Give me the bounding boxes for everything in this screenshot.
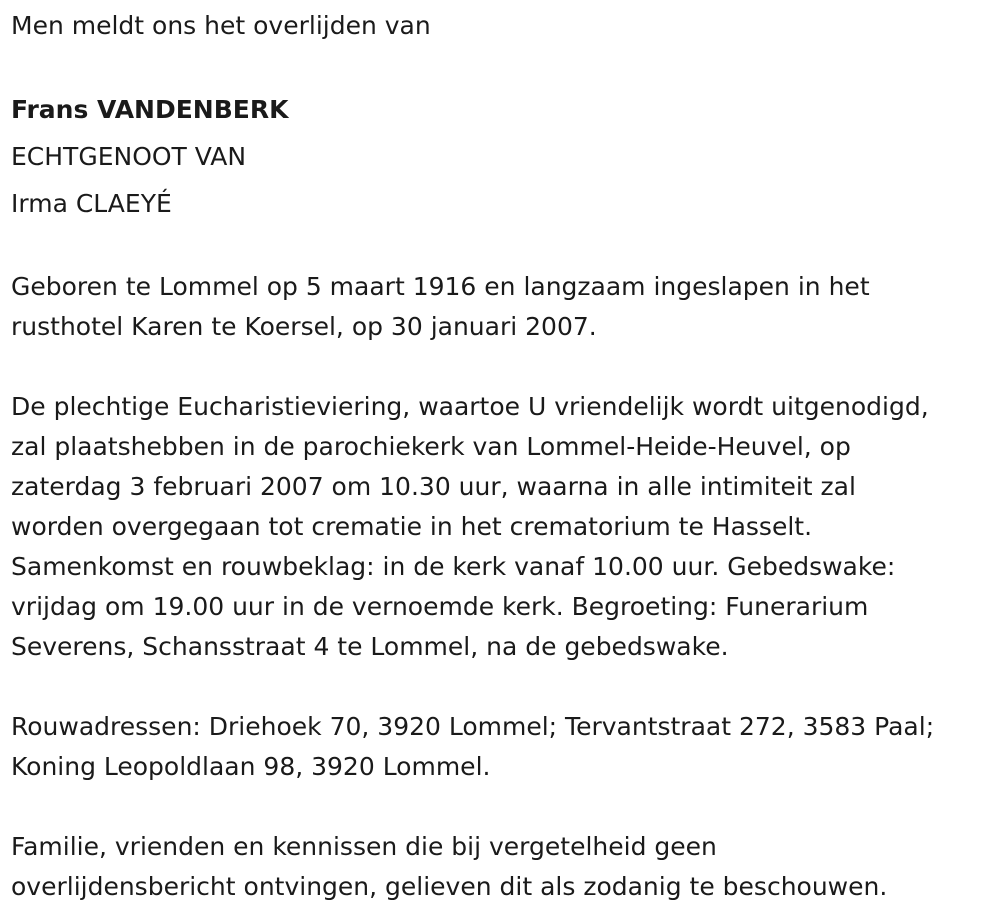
closing-paragraph: Familie, vrienden en kennissen die bij vergetelheid geen overlijdensbericht ontvingen, gelieven dit als zodanig te beschouwen.: [11, 832, 888, 901]
death-notice: [11, 6, 996, 907]
birth-paragraph: Geboren te Lommel op 5 maart 1916 en langzaam ingeslapen in het rusthotel Karen te Koersel, op 30 januari 2007.: [11, 272, 870, 341]
spacer: [11, 667, 996, 707]
spacer: [11, 347, 996, 387]
spacer: [11, 227, 996, 267]
intro-text: Men meldt ons het overlijden van: [11, 11, 431, 40]
deceased-name: Frans VANDENBERK: [11, 95, 289, 124]
spacer: [11, 46, 996, 86]
addresses-paragraph: Rouwadressen: Driehoek 70, 3920 Lommel; Tervantstraat 272, 3583 Paal; Koning Leopoldlaan 98, 3920 Lommel.: [11, 712, 935, 781]
spacer: [11, 787, 996, 827]
spouse-name: Irma CLAEYÉ: [11, 189, 172, 218]
name-block: [11, 86, 996, 227]
relation-label: ECHTGENOOT VAN: [11, 142, 247, 171]
ceremony-paragraph: De plechtige Eucharistieviering, waartoe U vriendelijk wordt uitgenodigd, zal plaatshebben in de parochiekerk van Lommel-Heide-Heuvel, op zaterdag 3 februari 2007 om 10.30 uur, waarna in alle intimiteit zal worden overgegaan tot crematie in het crematorium te Hasselt. Samenkomst en rouwbeklag: in de kerk vanaf 10.00 uur. Gebedswake: vrijdag om 19.00 uur in de vernoemde kerk. Begroeting: Funerarium Severens, Schansstraat 4 te Lommel, na de gebedswake.: [11, 392, 929, 661]
